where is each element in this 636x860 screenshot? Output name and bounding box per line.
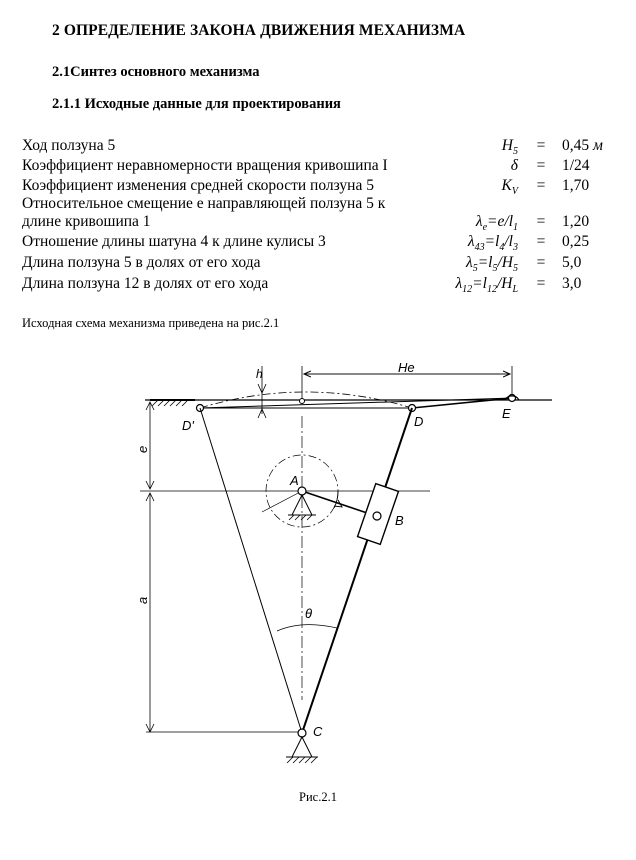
param-value: 0,25 bbox=[562, 233, 590, 250]
param-text: Коэффициент изменения средней скорости ползуна 5 bbox=[22, 177, 374, 194]
label-dprime: D' bbox=[182, 418, 194, 433]
label-d: D bbox=[414, 414, 424, 429]
subsection-heading: 2.1Синтез основного механизма bbox=[52, 64, 260, 80]
param-text: Длина ползуна 12 в долях от его хода bbox=[22, 275, 269, 292]
param-equals: = bbox=[536, 137, 546, 154]
rocker-left bbox=[200, 408, 302, 733]
param-symbol: $\lambda_{43}=l_4/l_3$ bbox=[467, 233, 518, 254]
param-value: 3,0 bbox=[562, 275, 582, 292]
param-equals: = bbox=[536, 275, 546, 292]
label-theta: θ bbox=[305, 606, 313, 621]
param-symbol: $H_5$ bbox=[501, 137, 518, 158]
param-symbol: $\lambda_e=e/l_1$ bbox=[475, 213, 518, 234]
param-text: Длина ползуна 5 в долях от его хода bbox=[22, 254, 261, 271]
param-symbol: $K_V$ bbox=[501, 177, 518, 198]
joint-b bbox=[373, 512, 381, 520]
figure-caption: Рис.2.1 bbox=[299, 790, 337, 804]
param-value: 5,0 bbox=[562, 254, 582, 271]
param-value: 1,70 bbox=[562, 177, 590, 194]
crank-ab-alt bbox=[262, 491, 302, 512]
param-text: Коэффициент неравномерности вращения кривошипа I bbox=[22, 157, 388, 174]
param-value: 0,45 м bbox=[562, 137, 603, 154]
param-text: длине кривошипа 1 bbox=[22, 213, 151, 230]
label-a-point: A bbox=[290, 473, 299, 488]
section-heading: 2 ОПРЕДЕЛЕНИЕ ЗАКОНА ДВИЖЕНИЯ МЕХАНИЗМА bbox=[52, 22, 466, 39]
label-e-point: E bbox=[502, 406, 511, 421]
rocker-right bbox=[302, 408, 412, 733]
param-value: 1/24 bbox=[562, 157, 590, 174]
param-symbol: δ bbox=[510, 157, 518, 174]
label-h: h bbox=[256, 367, 263, 381]
crank-ab bbox=[302, 491, 376, 516]
label-e: e bbox=[135, 445, 150, 453]
param-value: 1,20 bbox=[562, 213, 590, 230]
param-text: Отношение длины шатуна 4 к длине кулисы 3 bbox=[22, 233, 326, 250]
subsubsection-heading: 2.1.1 Исходные данные для проектирования bbox=[52, 96, 341, 112]
param-symbol: $\lambda_{12}=l_{12}/H_L$ bbox=[455, 275, 518, 296]
joint-top bbox=[300, 399, 305, 404]
param-equals: = bbox=[536, 213, 546, 230]
support-c bbox=[292, 737, 312, 757]
param-equals: = bbox=[536, 233, 546, 250]
label-he: He bbox=[398, 360, 415, 375]
joint-a bbox=[298, 487, 306, 495]
param-symbol: $\lambda_5=l_5/H_5$ bbox=[466, 254, 518, 275]
param-text: Ход ползуна 5 bbox=[22, 137, 116, 154]
joint-c bbox=[298, 729, 306, 737]
figure-reference-note: Исходная схема механизма приведена на рис.2.1 bbox=[22, 316, 280, 330]
param-equals: = bbox=[536, 254, 546, 271]
label-c: C bbox=[313, 724, 323, 739]
label-a: a bbox=[135, 596, 150, 604]
theta-arc bbox=[277, 625, 337, 631]
label-b: B bbox=[395, 513, 404, 528]
rotation-arrow bbox=[334, 491, 338, 508]
param-equals: = bbox=[536, 157, 546, 174]
param-equals: = bbox=[536, 177, 546, 194]
param-text: Относительное смещение е направляющей ползуна 5 к bbox=[22, 195, 386, 212]
